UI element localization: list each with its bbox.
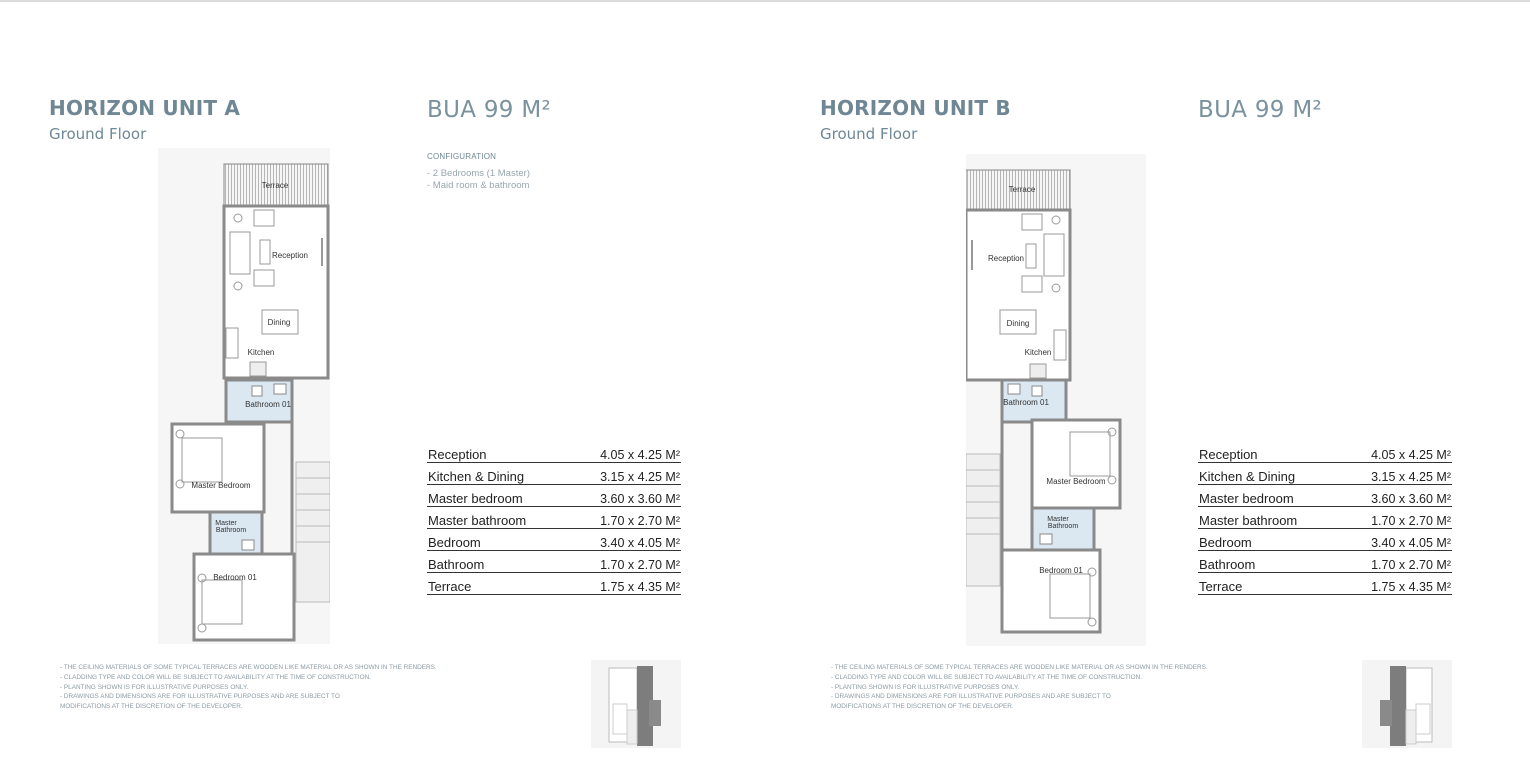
room-name: Kitchen & Dining (427, 463, 567, 485)
room-size: 4.05 x 4.25 M² (567, 441, 681, 463)
unit-title: HORIZON UNIT A (49, 96, 241, 120)
room-name: Master bathroom (427, 507, 567, 529)
table-row (1198, 573, 1452, 595)
sofa-icon (230, 232, 250, 274)
disclaimer-notes (831, 663, 1251, 712)
room-size: 1.75 x 4.35 M² (1338, 573, 1452, 595)
disclaimer-line: - DRAWINGS AND DIMENSIONS ARE FOR ILLUSTRATIVE PURPOSES AND ARE SUBJECT TO (60, 693, 340, 701)
plan-label-terrace: Terrace (1008, 185, 1036, 194)
disclaimer-line: MODIFICATIONS AT THE DISCRETION OF THE DEVELOPER. (831, 703, 1014, 711)
disclaimer-line: - DRAWINGS AND DIMENSIONS ARE FOR ILLUSTRATIVE PURPOSES AND ARE SUBJECT TO (831, 693, 1111, 701)
room-size: 1.70 x 2.70 M² (1338, 551, 1452, 573)
plan-label-bathroom: Bathroom 01 (245, 400, 291, 409)
room-name: Bedroom (1198, 529, 1338, 551)
disclaimer-line: MODIFICATIONS AT THE DISCRETION OF THE DEVELOPER. (60, 703, 243, 711)
bed-icon (1050, 574, 1090, 618)
table-row (427, 441, 681, 463)
dimensions-table (427, 441, 681, 595)
plan-label-terrace: Terrace (261, 181, 289, 190)
disclaimer-line: - THE CEILING MATERIALS OF SOME TYPICAL TERRACES ARE WOODEN LIKE MATERIAL OR AS SHOWN IN THE RENDERS. (60, 664, 437, 671)
plan-label-master-bathroom-2: Bathroom (215, 527, 247, 534)
plan-label-master-bathroom: Master (1047, 516, 1069, 523)
room-name: Bedroom (427, 529, 567, 551)
room-size: 3.60 x 3.60 M² (1338, 485, 1452, 507)
table-row (1198, 551, 1452, 573)
plan-label-dining: Dining (1006, 319, 1030, 328)
room-size: 3.15 x 4.25 M² (1338, 463, 1452, 485)
room-size: 1.70 x 2.70 M² (1338, 507, 1452, 529)
configuration-list (427, 168, 530, 192)
room-size: 4.05 x 4.25 M² (1338, 441, 1452, 463)
table-row (427, 573, 681, 595)
room-size: 3.60 x 3.60 M² (567, 485, 681, 507)
bua-label: BUA 99 M² (1198, 97, 1323, 123)
disclaimer-line: - CLADDING TYPE AND COLOR WILL BE SUBJECT TO AVAILABILITY AT THE TIME OF CONSTRUCTION. (831, 673, 1142, 681)
room-name: Reception (427, 441, 567, 463)
bua-label: BUA 99 M² (427, 97, 552, 123)
dimensions-table (1198, 441, 1452, 595)
configuration-heading: CONFIGURATION (427, 152, 497, 161)
key-plan (591, 660, 681, 748)
room-size: 3.40 x 4.05 M² (1338, 529, 1452, 551)
plan-label-master-bedroom: Master Bedroom (191, 481, 251, 490)
disclaimer-notes (60, 663, 480, 712)
stairs (966, 454, 1000, 586)
room-name: Master bedroom (427, 485, 567, 507)
floor-plan (966, 154, 1146, 646)
floor-label: Ground Floor (820, 125, 918, 143)
plan-label-reception: Reception (987, 254, 1025, 263)
bed-icon (1070, 432, 1110, 476)
room-name: Bathroom (427, 551, 567, 573)
room-size: 3.40 x 4.05 M² (567, 529, 681, 551)
table-row (1198, 507, 1452, 529)
room-name: Terrace (1198, 573, 1338, 595)
room-name: Master bedroom (1198, 485, 1338, 507)
plan-label-kitchen: Kitchen (247, 348, 275, 357)
room-name: Master bathroom (1198, 507, 1338, 529)
configuration-item: - Maid room & bathroom (427, 180, 530, 191)
plan-label-dining: Dining (267, 318, 291, 327)
plan-label-master-bathroom-2: Bathroom (1047, 523, 1079, 530)
table-row (1198, 441, 1452, 463)
configuration-item: - 2 Bedrooms (1 Master) (427, 168, 530, 179)
room-name: Terrace (427, 573, 567, 595)
disclaimer-line: - CLADDING TYPE AND COLOR WILL BE SUBJECT TO AVAILABILITY AT THE TIME OF CONSTRUCTION. (60, 673, 371, 681)
plan-label-master-bedroom: Master Bedroom (1046, 477, 1106, 486)
plan-label-bathroom: Bathroom 01 (1003, 398, 1049, 407)
bed-icon (182, 438, 222, 482)
table-row (1198, 485, 1452, 507)
table-row (1198, 529, 1452, 551)
plan-label-bedroom: Bedroom 01 (1039, 566, 1083, 575)
floor-plan (158, 148, 330, 644)
unit-b-panel (771, 2, 1530, 769)
plan-label-kitchen: Kitchen (1024, 348, 1052, 357)
plan-label-master-bathroom: Master (215, 520, 237, 527)
key-plan-highlight (1390, 666, 1406, 746)
sofa-icon (1044, 234, 1064, 276)
table-row (427, 507, 681, 529)
room-name: Kitchen & Dining (1198, 463, 1338, 485)
disclaimer-line: - PLANTING SHOWN IS FOR ILLUSTRATIVE PURPOSES ONLY. (60, 683, 249, 691)
bed-icon (202, 580, 242, 624)
table-row (427, 529, 681, 551)
room-name: Reception (1198, 441, 1338, 463)
plan-label-bedroom: Bedroom 01 (213, 573, 257, 582)
table-row (427, 485, 681, 507)
table-row (1198, 463, 1452, 485)
disclaimer-line: - THE CEILING MATERIALS OF SOME TYPICAL TERRACES ARE WOODEN LIKE MATERIAL OR AS SHOWN IN THE RENDERS. (831, 664, 1208, 671)
stairs (296, 462, 330, 602)
disclaimer-line: - PLANTING SHOWN IS FOR ILLUSTRATIVE PURPOSES ONLY. (831, 683, 1020, 691)
room-size: 3.15 x 4.25 M² (567, 463, 681, 485)
key-plan (1362, 660, 1452, 748)
room-size: 1.70 x 2.70 M² (567, 551, 681, 573)
room-size: 1.70 x 2.70 M² (567, 507, 681, 529)
floor-label: Ground Floor (49, 125, 147, 143)
table-row (427, 463, 681, 485)
table-row (427, 551, 681, 573)
room-size: 1.75 x 4.35 M² (567, 573, 681, 595)
unit-title: HORIZON UNIT B (820, 96, 1011, 120)
unit-a-panel (0, 2, 765, 769)
plan-label-reception: Reception (271, 251, 309, 260)
room-name: Bathroom (1198, 551, 1338, 573)
